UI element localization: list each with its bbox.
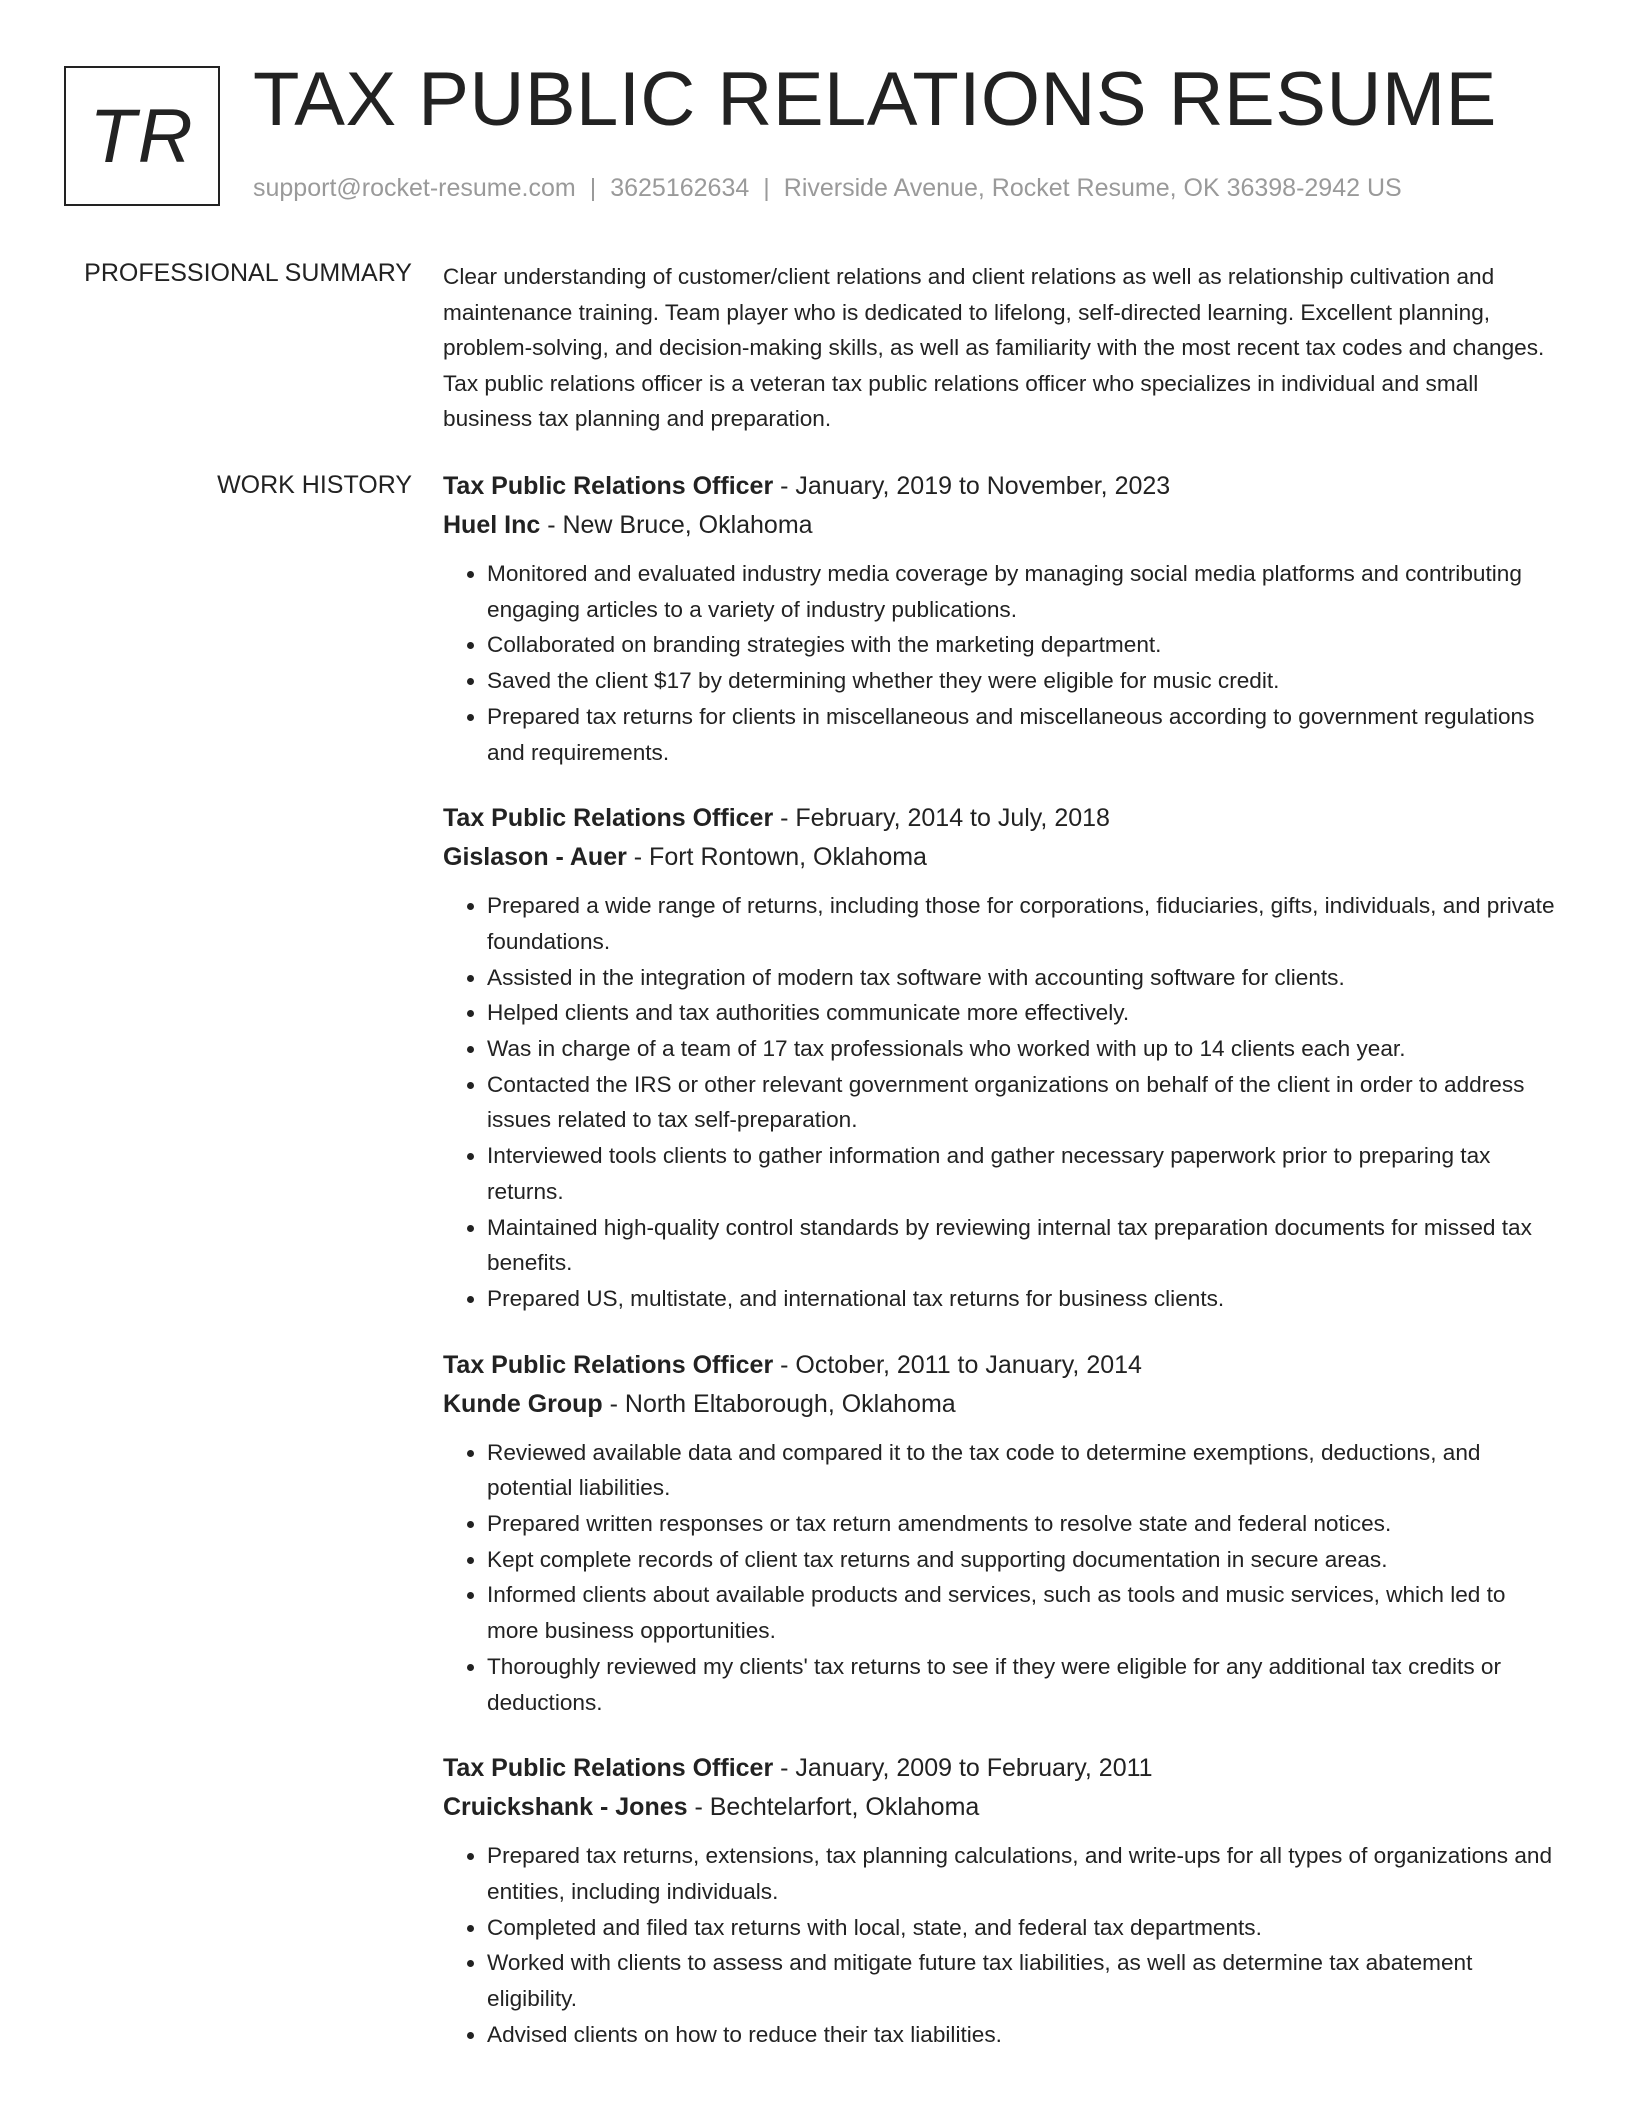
monogram-initials: TR — [89, 93, 195, 179]
job-bullets — [443, 1435, 1561, 1721]
job-bullet: • Monitored and evaluated industry media coverage by managing social media platforms and contributing engaging articles to a variety of industry publications. — [487, 556, 1561, 627]
job-location: - Fort Rontown, Oklahoma — [626, 843, 927, 872]
job-bullet: • Prepared written responses or tax return amendments to resolve state and federal notices. — [487, 1506, 1561, 1542]
job-dates: - February, 2014 to July, 2018 — [773, 804, 1110, 833]
job-title-line — [443, 799, 1561, 838]
section-label-professional-summary: PROFESSIONAL SUMMARY — [84, 259, 412, 287]
job-title: Tax Public Relations Officer — [443, 804, 774, 833]
job-bullets — [443, 1838, 1561, 2052]
job-company-line — [443, 1788, 1561, 1827]
job-entry — [443, 1749, 1561, 2052]
job-location: - North Eltaborough, Oklahoma — [602, 1389, 956, 1418]
monogram-logo — [64, 66, 220, 206]
contact-email: support@rocket-resume.com — [253, 174, 576, 202]
job-dates: - October, 2011 to January, 2014 — [773, 1350, 1142, 1379]
job-company: Huel Inc — [443, 511, 541, 539]
job-bullet: • Advised clients on how to reduce their tax liabilities. — [487, 2017, 1561, 2053]
job-bullet: • Worked with clients to assess and mitigate future tax liabilities, as well as determine tax abatement eligibility. — [487, 1945, 1561, 2016]
job-bullet: • Contacted the IRS or other relevant government organizations on behalf of the client in order to address issues related to tax self-preparation. — [487, 1067, 1561, 1138]
job-title: Tax Public Relations Officer — [443, 1754, 774, 1783]
job-dates: - January, 2009 to February, 2011 — [773, 1754, 1153, 1783]
job-title: Tax Public Relations Officer — [443, 472, 774, 500]
job-bullets — [443, 556, 1561, 770]
contact-phone: 3625162634 — [610, 174, 750, 202]
job-company-line — [443, 838, 1561, 877]
job-bullet: • Saved the client $17 by determining whether they were eligible for music credit. — [487, 663, 1561, 699]
job-entry — [443, 799, 1561, 1316]
job-bullet: • Thoroughly reviewed my clients' tax returns to see if they were eligible for any additional tax credits or deductions. — [487, 1649, 1561, 1720]
work-history — [443, 467, 1561, 2082]
job-company-line — [443, 506, 1561, 545]
job-bullet: • Completed and filed tax returns with local, state, and federal tax departments. — [487, 1910, 1561, 1946]
job-company-line — [443, 1385, 1561, 1424]
page-title: TAX PUBLIC RELATIONS RESUME — [253, 57, 1497, 142]
job-dates: - January, 2019 to November, 2023 — [773, 472, 1171, 500]
job-bullets — [443, 888, 1561, 1316]
job-title: Tax Public Relations Officer — [443, 1350, 774, 1379]
job-company: Cruickshank - Jones — [443, 1793, 688, 1822]
contact-separator: | — [589, 174, 597, 202]
job-bullet: • Helped clients and tax authorities communicate more effectively. — [487, 995, 1561, 1031]
contact-separator: | — [763, 174, 770, 202]
job-bullet: • Collaborated on branding strategies with the marketing department. — [487, 627, 1561, 663]
job-bullet: • Prepared tax returns for clients in miscellaneous and miscellaneous according to government regulations and requirements. — [487, 699, 1561, 770]
job-bullet: • Informed clients about available products and services, such as tools and music services, which led to more business opportunities. — [487, 1577, 1561, 1648]
job-entry — [443, 1346, 1561, 1721]
job-bullet: • Reviewed available data and compared it to the tax code to determine exemptions, deductions, and potential liabilities. — [487, 1435, 1561, 1506]
job-bullet: • Interviewed tools clients to gather information and gather necessary paperwork prior to preparing tax returns. — [487, 1138, 1561, 1209]
job-bullet: • Assisted in the integration of modern tax software with accounting software for clients. — [487, 960, 1561, 996]
job-bullet: • Prepared US, multistate, and international tax returns for business clients. — [487, 1281, 1561, 1317]
job-company: Kunde Group — [443, 1389, 603, 1418]
section-label-work-history: WORK HISTORY — [217, 471, 412, 499]
contact-line — [253, 174, 1402, 203]
job-company: Gislason - Auer — [443, 843, 627, 872]
job-location: - Bechtelarfort, Oklahoma — [687, 1793, 980, 1822]
job-bullet: • Maintained high-quality control standards by reviewing internal tax preparation documents for missed tax benefits. — [487, 1210, 1561, 1281]
job-entry — [443, 467, 1561, 770]
job-title-line — [443, 467, 1561, 506]
professional-summary-text: Clear understanding of customer/client relations and client relations as well as relationship cultivation and maintenance training. Team player who is dedicated to lifelong, self-directed learning. Excellent planning, problem-solving, and decision-making skills, as well as familiarity with the most recent tax codes and changes. Tax public relations officer is a veteran tax public relations officer who specializes in individual and small business tax planning and preparation. — [443, 264, 1545, 431]
job-bullet: • Prepared tax returns, extensions, tax planning calculations, and write-ups for all types of organizations and entities, including individuals. — [487, 1838, 1561, 1909]
contact-address: Riverside Avenue, Rocket Resume, OK 36398-2942 US — [783, 174, 1402, 202]
job-location: - New Bruce, Oklahoma — [540, 511, 813, 539]
job-bullet: • Prepared a wide range of returns, including those for corporations, fiduciaries, gifts, individuals, and private foundations. — [487, 888, 1561, 959]
job-title-line — [443, 1749, 1561, 1788]
job-bullet: • Kept complete records of client tax returns and supporting documentation in secure areas. — [487, 1542, 1561, 1578]
job-bullet: • Was in charge of a team of 17 tax professionals who worked with up to 14 clients each year. — [487, 1031, 1561, 1067]
job-title-line — [443, 1346, 1561, 1385]
